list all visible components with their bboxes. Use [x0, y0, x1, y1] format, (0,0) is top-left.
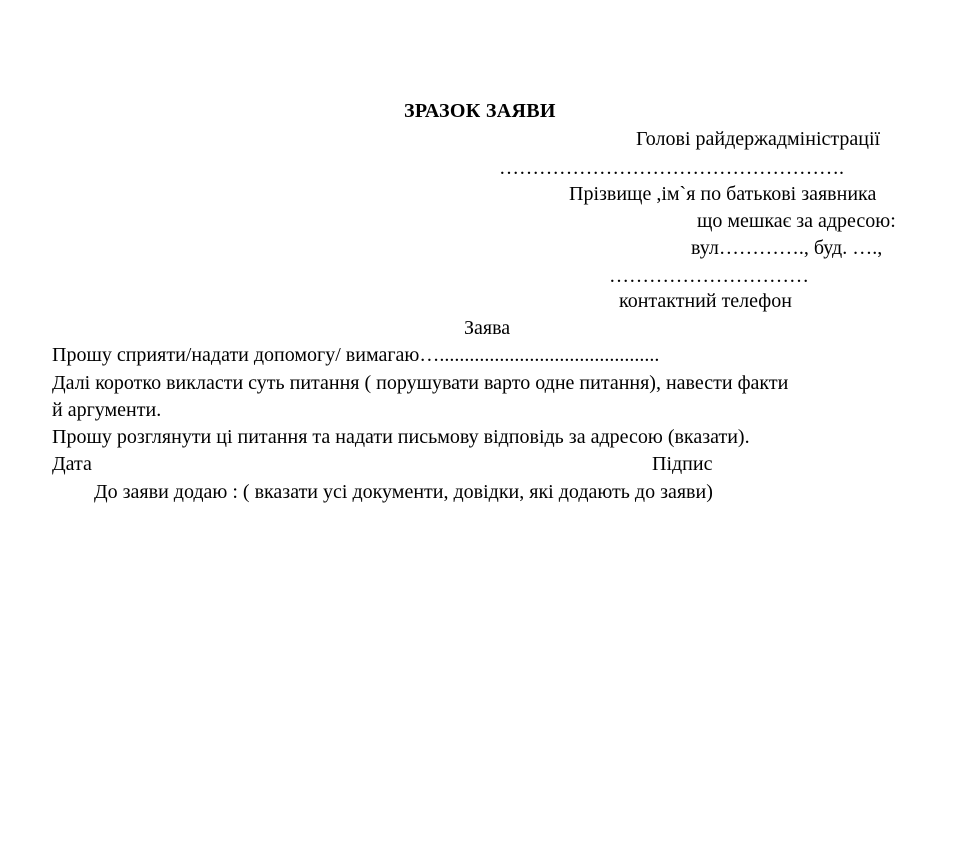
date-label: Дата	[52, 453, 92, 475]
summary-line-1: Далі коротко викласти суть питання ( порушувати варто одне питання), навести факти	[52, 372, 789, 394]
applicant-address-label: що мешкає за адресою:	[697, 210, 896, 232]
addressee-head: Голові райдержадміністрації	[636, 128, 881, 150]
request-line: Прошу сприяти/надати допомогу/ вимагаю…............................................	[52, 344, 660, 366]
contact-phone-label: контактний телефон	[619, 290, 792, 312]
addressee-dots-line: …………………………………………….	[499, 157, 844, 179]
summary-line-2: й аргументи.	[52, 399, 162, 421]
document-title: ЗРАЗОК ЗАЯВИ	[404, 100, 556, 122]
applicant-street-line: вул…………., буд. ….,	[691, 237, 883, 259]
addressee-dots-line-2: …………………………	[609, 265, 809, 287]
signature-label: Підпис	[652, 453, 713, 475]
attachments-line: До заяви додаю : ( вказати усі документи, довідки, які додають до заяви)	[94, 481, 713, 503]
statement-heading: Заява	[464, 317, 511, 339]
applicant-name-label: Прізвище ,ім`я по батькові заявника	[569, 183, 877, 205]
consider-line: Прошу розглянути ці питання та надати письмову відповідь за адресою (вказати).	[52, 426, 750, 448]
